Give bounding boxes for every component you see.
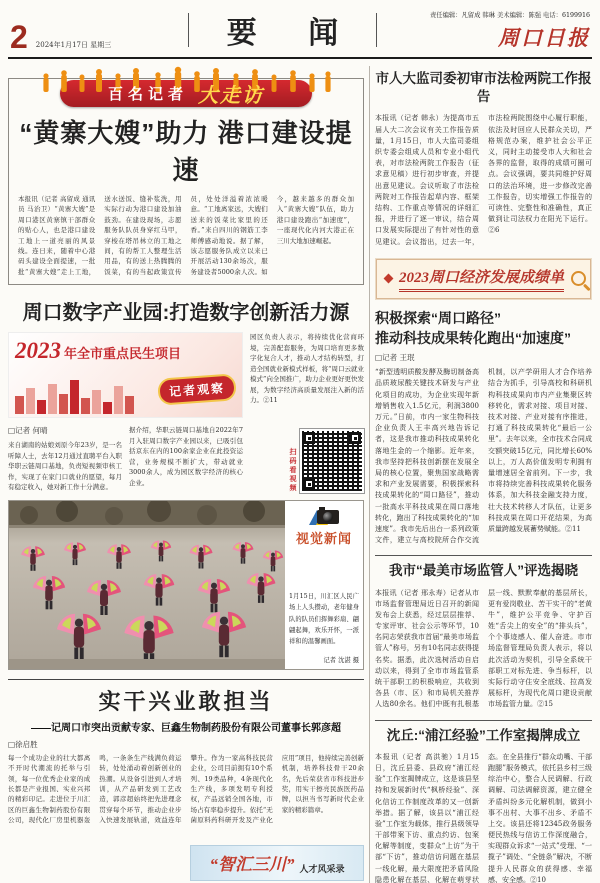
qr-code <box>300 429 364 493</box>
article-shigan-headline: 实干兴业敢担当 <box>98 688 274 714</box>
article-renda-headline: 市人大监司委初审市法检两院工作报告 <box>375 71 592 105</box>
camera-icon <box>309 507 339 527</box>
plaza-dance-photo <box>9 501 285 669</box>
section-rule <box>8 679 364 680</box>
digitalpark-col1 <box>8 425 122 493</box>
section-title: 要 闻 <box>226 17 361 50</box>
visual-news-side <box>285 501 363 669</box>
scorecard-title: 2023周口经济发展成绩单 <box>399 266 564 292</box>
digitalpark-col3 <box>250 332 364 493</box>
article-shigan <box>8 753 364 881</box>
keji-headline-line1: 积极探索“周口路径” <box>375 309 501 326</box>
column-divider <box>369 66 370 883</box>
photo-credit: 记者 沈湛 摄 <box>323 656 359 664</box>
article-huangzhai <box>8 78 364 285</box>
visual-news-label: 视觉新闻 <box>295 530 352 546</box>
qr-label: 扫码看视频 <box>289 447 296 493</box>
section-rule <box>375 555 592 556</box>
page-header <box>0 0 600 54</box>
keji-headline-line2: 推动科技成果转化跑出“加速度” <box>375 329 571 346</box>
digitalpark-byline: □记者 何晴 <box>8 426 48 436</box>
section-rule <box>375 720 592 721</box>
minsheng-project-graphic <box>8 332 243 418</box>
kicker-calligraphy: 大走访 <box>198 85 264 107</box>
digitalpark-text3: 园区负责人表示，将持续优化营商环境，完善配套服务，为周口培育更多数字化复合人才，推动人才结构转型，打造全国就业新模式样板，将“周口云就业模式”向全国推广，助力企业更好更快发展，为数字经济高质量发展注入新的活力。②11 <box>250 333 364 405</box>
zhihui-sanchuan-banner <box>190 845 364 881</box>
page-number: 2 <box>10 19 28 56</box>
skyline-bars-graphic <box>15 380 134 414</box>
economy-scorecard-banner <box>376 259 591 299</box>
kicker-text: 百名记者 <box>107 86 188 103</box>
article-shigan-body: 每一个成功企业的壮大都离不开时代潮流的托举与引领，每一位优秀企业家的成长都是产业报国、实业兴邦的精彩印记。走进位于川汇区的巨鑫生物制药股份有限公司，现代化厂房里机器轰鸣，一条条生产线满负荷运转，处处涌动着创新创业的热潮。从设备引进到人才培训，从产品研发到工艺改造，郭彦超始终把先进理念贯穿每个环节，推动企业步入快速发展轨道，效益连年攀升。作为一家高科技民营企业，公司目前拥有10个系列、19类品种，4条现代化生产线，多项发明专利授权，产品远销全国各地，市场占有率稳步提升。依托“无菌原料药科研开发及产业化应用”项目，他持续完善创新机制，培养科技骨干20余名，先后荣获省市科技进步奖，用实干擦亮民族医药品牌，以担当书写新时代企业家的精彩篇章。 <box>8 753 364 825</box>
visual-news-block <box>8 500 364 670</box>
article-keji-headline <box>375 308 592 349</box>
article-shenqiu-body: 本报讯（记者 高洪驰）1月15日，沈丘县委、县政府“浦江经验”工作室揭牌成立，这是该县坚持和发展新时代“枫桥经验”、深化信访工作制度改革的又一创新举措。据了解，该县以“浦江经验”工作室为载体，推行县级领导干部带案下访、重点约访、包案化解等制度，变群众“上访”为干部“下访”，推动信访问题在基层一线化解，最大限度把矛盾风险隐患化解在基层、化解在萌芽状态。在全县推行“群众动嘴、干部跑腿”服务模式，依托县乡村三级综治中心，整合人民调解、行政调解、司法调解资源，建立健全矛盾纠纷多元化解机制，做到小事不出村、大事不出乡、矛盾不上交。该县还将12345政务服务便民热线与信访工作深度融合，实现群众诉求“一站式”受理、“一揽子”调处、“全链条”解决，不断提升人民群众的获得感、幸福感、安全感。②10 <box>375 752 592 883</box>
article-keji-body: “新型透明质酸发酵及酶切制备高品质玻尿酸关键技术研发与产业化项目的成功，为企业实现年新增销售收入1.5亿元，利润3800万元。”日前，市内一家生物科技企业负责人王丰高兴地告诉记者，这是我市推动科技成果转化落地生金的一个缩影。近年来，我市坚持把科技创新摆在发展全局的核心位置，聚焦国家战略需求和产业发展需要，积极探索科技成果转化的“周口路径”，推动一批高水平科技成果在周口落地转化，跑出了科技成果转化的“加速度”。我市先后出台一系列政策文件，建立与高校院所合作交流机制，以产学研用人才合作培养结合为抓手，引导高校和科研机构科技成果向市内产业集聚区转移转化，需求对接、项目对接、技术对接、产业对接有序推进，打通了科技成果转化“最后一公里”。去年以来，全市技术合同成交额突破15亿元，同比增长60%以上，万人高价值发明专利拥有量增速居全省前列。下一步，我市将持续完善科技成果转化服务体系，加大科技金融支持力度，壮大技术转移人才队伍，让更多科技成果在周口开花结果，为高质量跨越发展蓄势赋能。②11 <box>375 368 592 545</box>
reporter-observe-badge: 记者观察 <box>157 373 237 405</box>
article-shigan-byline: □徐启胜 <box>8 739 38 749</box>
photo-caption: 1月15日，川汇区人民广场上人头攒动，老年健身队的队员们挥舞彩扇、翩翩起舞，欢乐开怀，一派祥和的温馨画面。 <box>289 593 359 645</box>
article-jianguan-headline: 我市“最美市场监管人”评选揭晓 <box>389 563 578 579</box>
left-column <box>8 64 364 883</box>
article-huangzhai-body: 本报讯（记者 高留成 通讯员 马治卫）“黄寨大嫂”是周口港区黄寨镇干部群众的贴心人，也是港口建设工地上一道亮丽的风景线。连日来，随着中心港码头建设全面提速，一批批“黄寨大嫂”走上工地，送水送饭、缝补浆洗，用实际行动为港口建设加油鼓劲。在建设现场，志愿服务队队员身穿红马甲，穿梭在塔吊林立的工地之间，有的帮工人整理生活用品，有的送上热腾腾的饭菜，有的当起政策宣传员，处处洋溢着浓浓暖意。“工地离家远，大嫂们送来的饭菜比家里的还香。”来自四川的钢筋工李师傅感动地说。据了解，该志愿服务队成立以来已开展活动130余场次，服务建设者5000余人次。如今，越来越多的群众加入“黄寨大嫂”队伍，助力港口建设跑出“加速度”，一座现代化内河大港正在三川大地加速崛起。 <box>18 195 354 276</box>
article-jianguan-body: 本报讯（记者 邢永寿）记者从市市场监督管理局近日召开的新闻发布会上获悉，经过层层推荐、专家评审、社会公示等环节，10名同志荣获我市首届“最美市场监管人”称号，另有10名同志获得提名奖。据悉，此次选树活动自启动以来，得到了全市市场监管系统干部职工的积极响应，共收到各县（市、区）和市局机关推荐人选80余名。他们中既有扎根基层一线、默默奉献的基层所长，更有爱岗敬业、苦干实干的“老黄牛”，维护公平竞争、守护百姓“舌尖上的安全”的“排头兵”，个个事迹感人、催人奋进。市市场监督管理局负责人表示，将以此次活动为契机，引导全系统干部职工对标先进、争当标杆，以实际行动守住安全底线、拉高发展标杆，为现代化周口建设贡献市场监管力量。②15 <box>375 588 592 709</box>
divider <box>188 13 189 47</box>
article-digitalpark <box>8 332 364 493</box>
banner-calligraphy: “智汇三川” <box>209 855 295 875</box>
article-huangzhai-headline: “黄寨大嫂”助力 港口建设提速 <box>19 118 353 185</box>
article-keji-byline: □记者 王珉 <box>375 353 415 363</box>
project-title: 年全市重点民生项目 <box>64 346 182 362</box>
sparkle-icon <box>384 274 394 284</box>
right-column <box>375 64 592 883</box>
editor-line: 责任编辑：凡留成 韩琳 美术编辑：陈强 电话：6199916 <box>430 12 590 19</box>
project-year: 2023 <box>15 338 61 364</box>
masthead: 周口日报 <box>498 26 590 50</box>
article-digitalpark-headline: 周口数字产业园:打造数字创新活力源 <box>22 302 350 325</box>
magnifier-icon <box>571 271 586 286</box>
banner-subtitle: 人才风采录 <box>299 863 345 874</box>
page-date: 2024年1月17日 星期三 <box>35 41 112 49</box>
digitalpark-col2: 据介绍，华职云链周口基地自2022年7月入驻周口数字产业园以来，已吸引包括京东在内的100余家企业在此投资运营，业务规模不断扩大，带动就业3000余人，成为园区数字经济的核心企业。 <box>129 426 243 487</box>
divider <box>376 13 377 47</box>
article-renda-body: 本报讯（记者 韩永）为提高市五届人大二次会议有关工作报告质量，1月15日，市人大监司委组织专委会组成人员和专业小组代表，对市法检两院工作报告（征求意见稿）进行初步审查，并提出意见建议。会议听取了市法检两院对工作报告起草内容、框架结构、工作重点等情况的详细汇报，并进行了逐一审议，结合周口发展实际提出了有针对性的意见建议。会议指出，过去一年，市法检两院围绕中心履行职能，依法及时回应人民群众关切，严格规范办案，维护社会公平正义，同时主动接受市人大和社会各界的监督，取得的成绩可圈可点。会议强调，要共同维护好周口的法治环境，进一步修改完善工作报告，切实增强工作报告的可读性、完整性和准确性，真正做到让司法权力在阳光下运行。②6 <box>375 114 592 246</box>
article-shigan-subhead: ——记周口市突出贡献专家、巨鑫生物制药股份有限公司董事长郭彦超 <box>31 722 341 734</box>
digitalpark-text1: 来自湖南的姑娘刘原今年23岁，是一名听障人士，去年12月通过直聘平台入职华职云链周口基地，负责短视频审核工作，实现了在家门口就业的愿望，每月有稳定收入，她对新工作十分满意。 <box>8 441 122 492</box>
article-shenqiu-headline: 沈丘:“浦江经验”工作室揭牌成立 <box>386 727 581 743</box>
